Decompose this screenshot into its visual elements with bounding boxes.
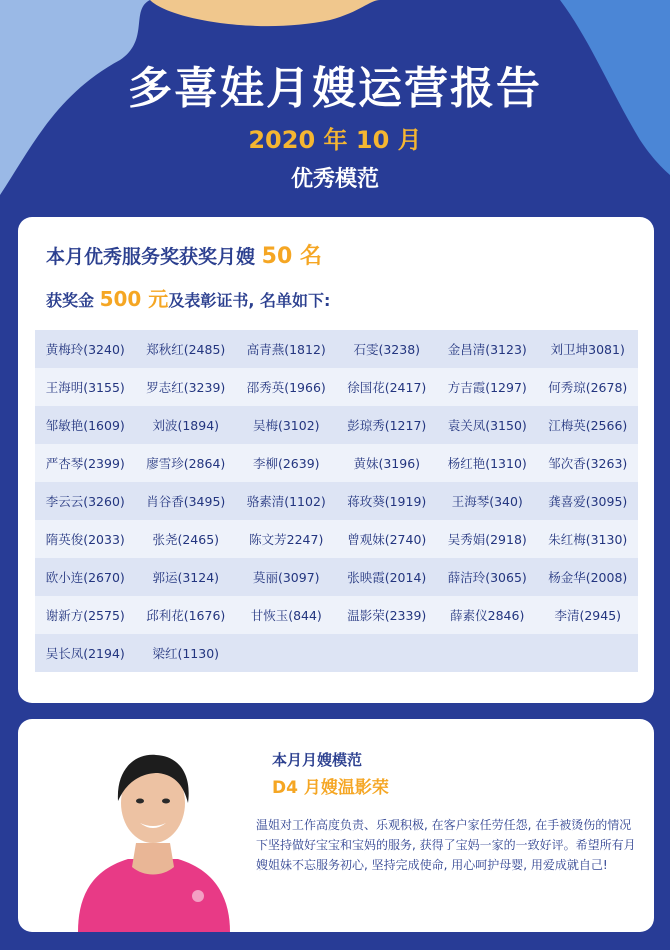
- table-row: [35, 596, 638, 634]
- winner-cell: 江梅英(2566): [548, 418, 628, 433]
- winner-cell: 罗志红(3239): [146, 380, 226, 395]
- model-description: 温姐对工作高度负责、乐观积极, 在客户家任劳任怨, 在手被烫伤的情况下坚持做好宝宝和宝妈的服务, 获得了宝妈一家的一致好评。希望所有月嫂姐妹不忘服务初心, 坚持完成使命, 用心呵护母婴, 用爱成就自己!: [256, 818, 636, 872]
- winner-cell: 谢新方(2575): [45, 608, 125, 623]
- winner-cell: 刘波(1894): [152, 418, 220, 433]
- winner-cell: 金昌清(3123): [447, 342, 527, 357]
- winner-cell: 严杏琴(2399): [45, 456, 125, 471]
- award-prize-suffix: 及表彰证书, 名单如下:: [168, 291, 331, 310]
- winner-cell: 何秀琼(2678): [548, 380, 628, 395]
- winner-cell: 邵秀英(1966): [246, 380, 326, 395]
- award-card: [18, 217, 654, 703]
- winner-cell: 邹敏艳(1609): [45, 418, 125, 433]
- winner-cell: 黄梅玲(3240): [45, 342, 125, 357]
- table-row: [35, 558, 638, 596]
- winner-cell: 吴梅(3102): [252, 418, 320, 433]
- winner-cell: 李清(2945): [554, 608, 622, 623]
- winner-cell: 高青燕(1812): [246, 342, 326, 357]
- report-subtitle: 优秀模范: [290, 167, 379, 192]
- winner-cell: 薛素仪2846): [450, 608, 525, 623]
- award-heading: [46, 239, 322, 270]
- award-prize-label: 获奖金: [46, 291, 95, 310]
- model-photo: [58, 731, 248, 932]
- winner-cell: 王海琴(340): [451, 494, 523, 509]
- winner-cell: 梁红(1130): [152, 646, 220, 661]
- winner-cell: 郑秋红(2485): [146, 342, 226, 357]
- winner-cell: 陈文芳2247): [249, 532, 324, 547]
- winner-cell: 吴长凤(2194): [45, 646, 125, 661]
- winner-cell: 李云云(3260): [45, 494, 125, 509]
- winner-cell: 廖雪珍(2864): [146, 456, 226, 471]
- winner-cell: 张尧(2465): [152, 532, 220, 547]
- table-row: [35, 482, 638, 520]
- winners-table: [35, 330, 638, 672]
- award-heading-text: 本月优秀服务奖获奖月嫂: [46, 246, 256, 268]
- winner-cell: 莫丽(3097): [252, 570, 320, 585]
- winner-cell: 李柳(2639): [252, 456, 320, 471]
- winner-cell: 郭运(3124): [152, 570, 220, 585]
- winner-cell: 刘卫坤3081): [550, 342, 625, 357]
- table-row: [35, 368, 638, 406]
- winner-cell: 曾观妹(2740): [347, 532, 427, 547]
- winner-cell: 邱利花(1676): [146, 608, 226, 623]
- table-row: [35, 444, 638, 482]
- winner-cell: 张映霞(2014): [347, 570, 427, 585]
- winner-cell: 龚喜爱(3095): [548, 494, 628, 509]
- model-label: 本月月嫂模范: [272, 751, 363, 769]
- table-row: [35, 330, 638, 368]
- winner-cell: 温影荣(2339): [347, 608, 427, 623]
- winner-cell: 薛洁玲(3065): [447, 570, 527, 585]
- winner-cell: 彭琼秀(1217): [347, 418, 427, 433]
- winner-cell: 黄妹(3196): [353, 456, 421, 471]
- winner-cell: 骆素清(1102): [246, 494, 326, 509]
- winner-cell: 王海明(3155): [45, 380, 125, 395]
- model-card: [18, 719, 654, 932]
- winner-cell: 欧小连(2670): [45, 570, 125, 585]
- winner-cell: 徐国花(2417): [347, 380, 427, 395]
- table-row: [35, 634, 638, 672]
- report-title: 多喜娃月嫂运营报告: [128, 63, 542, 114]
- winner-cell: 吴秀娟(2918): [447, 532, 527, 547]
- award-count: 50 名: [261, 244, 322, 269]
- model-name: D4 月嫂温影荣: [272, 778, 389, 798]
- winner-cell: 肖谷香(3495): [146, 494, 226, 509]
- award-prize-amount: 500 元: [99, 287, 169, 311]
- winner-cell: 方吉霞(1297): [447, 380, 527, 395]
- winner-cell: 袁关凤(3150): [447, 418, 527, 433]
- winner-cell: 石雯(3238): [353, 342, 421, 357]
- table-row: [35, 520, 638, 558]
- winner-cell: 甘恢玉(844): [250, 608, 322, 623]
- winner-cell: 隋英俊(2033): [45, 532, 125, 547]
- winner-cell: 杨金华(2008): [548, 570, 628, 585]
- winner-cell: 杨红艳(1310): [447, 456, 527, 471]
- winner-cell: 邹次香(3263): [548, 456, 628, 471]
- winner-cell: 蒋玫葵(1919): [347, 494, 427, 509]
- award-subheading: [46, 283, 330, 312]
- table-row: [35, 406, 638, 444]
- winner-cell: 朱红梅(3130): [548, 532, 628, 547]
- report-date: 2020 年 10 月: [248, 126, 422, 154]
